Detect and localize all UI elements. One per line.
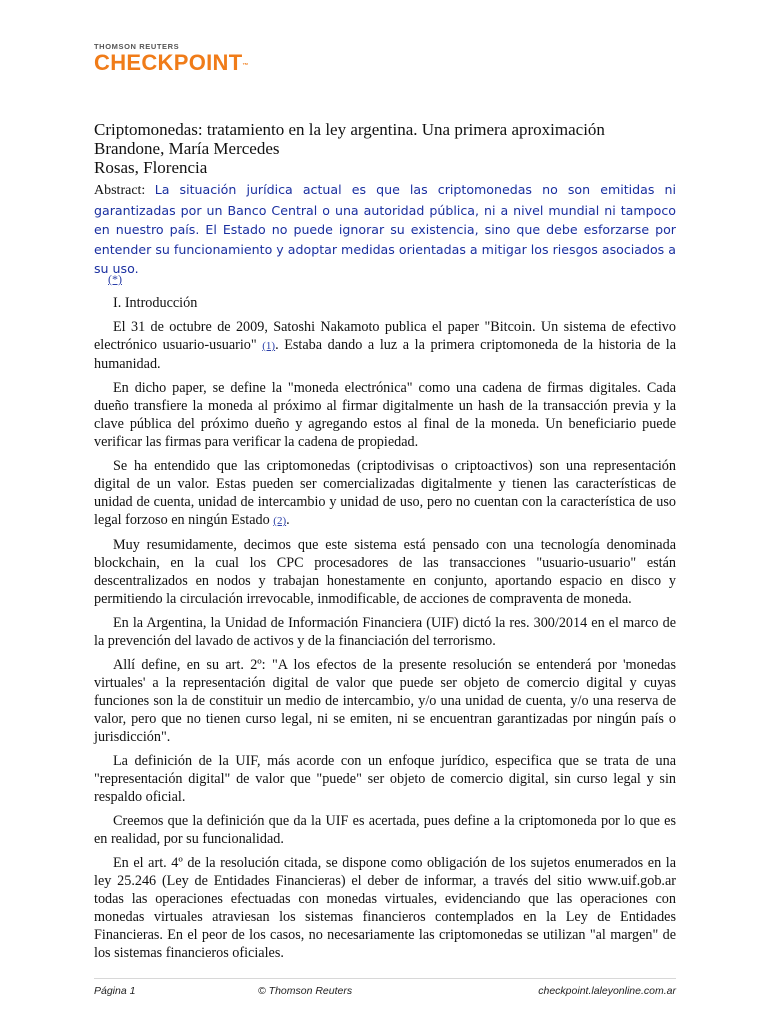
abstract bbox=[94, 180, 676, 279]
footnote-link-1[interactable]: (1) bbox=[262, 340, 276, 352]
paragraph-4: Muy resumidamente, decimos que este sistema está pensado con una tecnología denominada blockchain, en la cual los CPC procesadores de las transacciones "usuario-usuario" están descentralizados en nodos y trabajan honestamente en conjunto, aportando espacio en disco y permitiendo la circulación irrevocable, inmodificable, de acciones de compraventa de moneda. bbox=[94, 537, 676, 607]
paragraph-1-text-a: El 31 de octubre de 2009, Satoshi Nakamoto publica el paper "Bitcoin. Un sistema de efectivo electrónico usuario-usuario" bbox=[94, 319, 676, 353]
abstract-label: Abstract: bbox=[94, 183, 146, 198]
logo-trademark: ™ bbox=[242, 63, 249, 69]
paragraph-5: En la Argentina, la Unidad de Información Financiera (UIF) dictó la res. 300/2014 en el marco de la prevención del lavado de activos y de la financiación del terrorismo. bbox=[94, 615, 676, 649]
thomson-reuters-checkpoint-logo bbox=[94, 42, 249, 74]
author-1: Brandone, María Mercedes bbox=[94, 139, 280, 158]
logo-publisher-text: THOMSON REUTERS bbox=[94, 42, 180, 51]
document-title: Criptomonedas: tratamiento en la ley argentina. Una primera aproximación bbox=[94, 120, 605, 139]
page-footer bbox=[94, 985, 676, 1001]
paragraph-1 bbox=[94, 318, 676, 373]
section-heading: I. Introducción bbox=[113, 295, 198, 311]
footer-page-number: Página 1 bbox=[94, 985, 136, 997]
document-header bbox=[94, 120, 674, 177]
footnote-star-link[interactable]: (*) bbox=[108, 272, 122, 286]
document-body bbox=[94, 268, 676, 968]
paragraph-3-text-b: . bbox=[286, 512, 290, 528]
footer-divider bbox=[94, 978, 676, 979]
paragraph-3 bbox=[94, 457, 676, 530]
footnote-link-2[interactable]: (2) bbox=[273, 515, 287, 527]
paragraph-8: Creemos que la definición que da la UIF es acertada, pues define a la criptomoneda por lo que es en realidad, por su funcionalidad. bbox=[94, 813, 676, 847]
paragraph-9: En el art. 4º de la resolución citada, se dispone como obligación de los sujetos enumerados en la ley 25.246 (Ley de Entidades Financieras) el deber de informar, a través del sitio www.uif.gob.ar todas las operaciones efectuadas con monedas virtuales, evidenciando que las operaciones con monedas virtuales atraviesan los sistemas financieros contemplados en la Ley de Entidades Financieras. En el peor de los casos, no necesariamente las criptomonedas se utilizan "al margen" de los sistemas financieros oficiales. bbox=[94, 855, 676, 961]
paragraph-6: Allí define, en su art. 2º: "A los efectos de la presente resolución se entenderá por 'monedas virtuales' a la representación digital de valor que puede ser objeto de comercio digital y cuyas funciones son la de constituir un medio de intercambio, y/o una unidad de cuenta, y/o una reserva de valor, pero que no tienen curso legal, ni se emiten, ni se encuentran garantizadas por ningún país o jurisdicción". bbox=[94, 657, 676, 745]
footer-copyright: © Thomson Reuters bbox=[258, 985, 353, 997]
paragraph-1-text-b: . Estaba dando a luz a la primera criptomoneda de la historia de la humanidad. bbox=[94, 337, 676, 372]
paragraph-7: La definición de la UIF, más acorde con un enfoque jurídico, especifica que se trata de una "representación digital" de valor que "puede" ser objeto de comercio digital, sin curso legal y sin respaldo oficial. bbox=[94, 753, 676, 805]
paragraph-2: En dicho paper, se define la "moneda electrónica" como una cadena de firmas digitales. Cada dueño transfiere la moneda al próximo al firmar digitalmente un hash de la transacción previa y la clave pública del próximo dueño y agregando estos al final de la moneda. Un beneficiario puede verificar las firmas para verificar la cadena de propiedad. bbox=[94, 380, 676, 450]
logo-brand-text bbox=[94, 52, 249, 74]
footer-site-link[interactable]: checkpoint.laleyonline.com.ar bbox=[538, 985, 676, 997]
logo-brand-word: CHECKPOINT bbox=[94, 50, 243, 75]
abstract-text: La situación jurídica actual es que las criptomonedas no son emitidas ni garantizadas por un Banco Central o una autoridad pública, ni a nivel mundial ni tampoco en nuestro país. El Estado no puede ignorar su existencia, sino que debe esforzarse por entender su funcionamiento y adoptar medidas orientadas a mitigar los riesgos asociados a su uso. bbox=[94, 182, 677, 276]
paragraph-3-text-a: Se ha entendido que las criptomonedas (criptodivisas o criptoactivos) son una representación digital de un valor. Estas pueden ser comercializadas digitalmente y tienen las características de unidad de cuenta, unidad de intercambio y unidad de uso, pero no cuentan con la característica de uso legal forzoso en ningún Estado bbox=[94, 458, 676, 528]
author-2: Rosas, Florencia bbox=[94, 158, 208, 177]
